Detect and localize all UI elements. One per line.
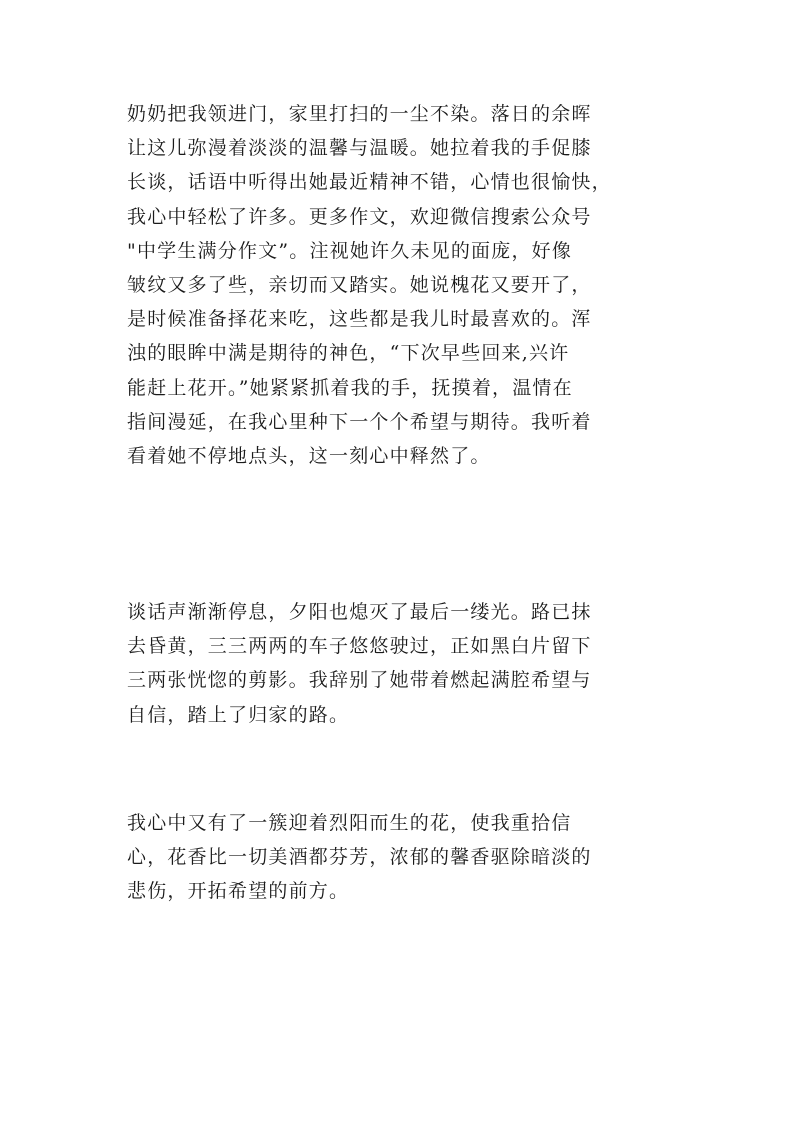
paragraph-line: 三两张恍惚的剪影。我辞别了她带着燃起满腔希望与	[127, 669, 592, 692]
paragraph-line: 是时候准备择花来吃，这些都是我儿时最喜欢的。浑	[127, 308, 592, 331]
paragraph-line: 浊的眼眸中满是期待的神色，“下次早些回来,兴许	[127, 342, 570, 365]
paragraph-line: 悲伤，开拓希望的前方。	[127, 880, 350, 903]
paragraph-line: 皱纹又多了些，亲切而又踏实。她说槐花又要开了，	[127, 273, 592, 296]
paragraph-1	[127, 97, 672, 473]
paragraph-line: 奶奶把我领进门，家里打扫的一尘不染。落日的余晖	[127, 103, 592, 125]
paragraph-line: 去昏黄，三三两两的车子悠悠驶过，正如黑白片留下	[127, 635, 592, 658]
paragraph-line: 能赶上花开。”她紧紧抓着我的手，抚摸着，温情在	[127, 376, 573, 399]
paragraph-line: 自信，踏上了归家的路。	[127, 703, 350, 726]
paragraph-2	[127, 595, 672, 732]
paragraph-line: 长谈，话语中听得出她最近精神不错，心情也很愉快，	[127, 171, 612, 194]
paragraph-3	[127, 806, 672, 909]
paragraph-line: 让这儿弥漫着淡淡的温馨与温暖。她拉着我的手促膝	[127, 137, 592, 160]
paragraph-line: "中学生满分作文”。注视她许久未见的面庞，好像	[127, 239, 573, 262]
paragraph-line: 指间漫延，在我心里种下一个个希望与期待。我听着	[127, 410, 592, 433]
paragraph-line: 我心中又有了一簇迎着烈阳而生的花，使我重拾信	[127, 812, 572, 834]
paragraph-line: 看着她不停地点头，这一刻心中释然了。	[127, 444, 491, 467]
paragraph-line: 我心中轻松了许多。更多作文，欢迎微信搜索公众号	[127, 205, 592, 228]
paragraph-line: 心，花香比一切美酒都芬芳，浓郁的馨香驱除暗淡的	[127, 846, 592, 869]
paragraph-line: 谈话声渐渐停息，夕阳也熄灭了最后一缕光。路已抹	[127, 601, 592, 623]
